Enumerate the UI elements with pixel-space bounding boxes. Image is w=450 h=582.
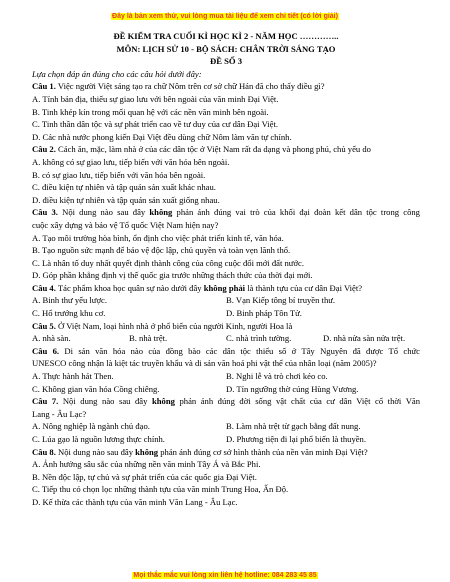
q1-option-a: A. Tính bản địa, thiếu sự giao lưu với bên ngoài của văn minh Đại Việt. bbox=[32, 93, 279, 104]
q1-option-b: B. Tinh khép kín trong mối quan hệ với các nền văn minh bên ngoài. bbox=[32, 106, 269, 117]
question-text: phản ánh đúng đời sống vật chất của cư dân Việt cổ thời Văn bbox=[179, 396, 420, 407]
question-3 bbox=[32, 206, 420, 219]
q4-options-row-1 bbox=[32, 294, 420, 307]
question-label: Câu 3. bbox=[32, 207, 58, 218]
question-8 bbox=[32, 446, 420, 459]
question-text: phản ánh đúng cơ sở hình thành của nền văn minh Đại Việt? bbox=[160, 446, 368, 457]
question-6-continued: UNESCO công nhận là kiệt tác truyền khẩu và di sản văn hoá phi vật thể của nhân loại (năm 2005)? bbox=[32, 358, 377, 369]
question-7 bbox=[32, 395, 420, 408]
question-5 bbox=[32, 320, 420, 333]
question-label: Câu 1. bbox=[32, 81, 56, 92]
question-4 bbox=[32, 282, 420, 295]
q7-option-a: A. Nông nghiệp là ngành chủ đạo. bbox=[32, 421, 150, 432]
q2-option-c: C. điều kiện tự nhiên và tập quán sản xuất khác nhau. bbox=[32, 182, 216, 193]
q6-option-d: D. Tín ngưỡng thờ cúng Hùng Vương. bbox=[226, 383, 359, 394]
question-label: Câu 5. bbox=[32, 320, 56, 331]
preview-notice-banner bbox=[0, 13, 450, 20]
question-text: Ở Việt Nam, loại hình nhà ở phổ biến của người Kinh, người Hoa là bbox=[58, 320, 293, 331]
question-text: Cách ăn, mặc, làm nhà ở của các dân tộc ở Việt Nam rất đa dạng và phong phú, chủ yếu do bbox=[58, 144, 371, 155]
question-label: Câu 2. bbox=[32, 144, 56, 155]
q6-option-a: A. Thực hành hát Then. bbox=[32, 371, 114, 382]
question-label: Câu 4. bbox=[32, 282, 56, 293]
q4-option-d: D. Binh pháp Tôn Tử. bbox=[226, 308, 302, 319]
q7-option-d: D. Phương tiện đi lại phổ biến là thuyền. bbox=[226, 434, 367, 444]
q5-option-c: C. nhà trình tường. bbox=[226, 333, 292, 344]
q1-option-d: D. Các nhà nước phong kiến Đại Việt đều dùng chữ Nôm làm văn tự chính. bbox=[32, 131, 292, 142]
question-2 bbox=[32, 143, 420, 156]
question-3-continued: cuộc xây dựng và bảo vệ Tổ quốc Việt Nam hiện nay? bbox=[32, 219, 219, 230]
q3-option-a: A. Tạo môi trường hòa bình, ổn định cho việc phát triển kinh tế, văn hóa. bbox=[32, 232, 284, 243]
q8-option-d: D. Kế thừa các thành tựu của văn minh Văn Lang - Âu Lạc. bbox=[32, 496, 238, 507]
q4-options-row-2 bbox=[32, 307, 420, 320]
question-6 bbox=[32, 345, 420, 358]
exam-content bbox=[32, 28, 420, 509]
q3-option-c: C. Là nhân tố duy nhất quyết định thành công của công cuộc đổi mới đất nước. bbox=[32, 257, 304, 268]
q2-option-a: A. không có sự giao lưu, tiếp biến với văn hóa bên ngoài. bbox=[32, 156, 230, 167]
question-7-continued: Lang - Âu Lạc? bbox=[32, 408, 87, 419]
hotline-text: Mọi thắc mắc vui lòng xin liên hệ hotline: 084 283 45 85 bbox=[133, 572, 317, 579]
question-keyword: không bbox=[151, 396, 175, 407]
q4-option-b: B. Vạn Kiếp tông bí truyền thư. bbox=[226, 295, 336, 306]
question-label: Câu 6. bbox=[32, 345, 60, 356]
question-keyword: không bbox=[135, 446, 159, 457]
q6-option-c: C. Không gian văn hóa Cồng chiêng. bbox=[32, 383, 160, 394]
q7-option-b: B. Làm nhà trệt từ gạch bằng đất nung. bbox=[226, 421, 361, 432]
q6-option-b: B. Nghi lễ và trò chơi kéo co. bbox=[226, 371, 328, 382]
question-text: phản ánh đúng vai trò của khối đại đoàn kết dân tộc trong công bbox=[176, 207, 420, 218]
q3-option-b: B. Tạo nguồn sức mạnh để bảo vệ độc lập, chủ quyền và toàn vẹn lãnh thổ. bbox=[32, 245, 291, 256]
q6-options-row-2 bbox=[32, 383, 420, 396]
q3-option-d: D. Góp phần khẳng định vị thế quốc gia trước những thách thức của thời đại mới. bbox=[32, 270, 313, 281]
q6-options-row-1 bbox=[32, 370, 420, 383]
q8-option-a: A. Ảnh hưởng sâu sắc của những nền văn minh Tây Á và Bắc Phi. bbox=[32, 459, 261, 470]
question-text: Tác phẩm khoa học quân sự nào dưới đây bbox=[57, 282, 202, 293]
q1-option-c: C. Tinh thần dân tộc và sự phát triển cao về tư duy của cư dân Đại Việt. bbox=[32, 119, 278, 130]
q5-options-row bbox=[32, 332, 420, 345]
q7-options-row-1 bbox=[32, 420, 420, 433]
hotline-banner bbox=[0, 572, 450, 579]
exam-subject: MÔN: LỊCH SỬ 10 - BỘ SÁCH: CHÂN TRỜI SÁNG TẠO bbox=[116, 43, 336, 54]
q7-option-c: C. Lúa gạo là nguồn lương thực chính. bbox=[32, 434, 165, 444]
q4-option-c: C. Hổ trướng khu cơ. bbox=[32, 308, 106, 319]
exam-number: ĐỀ SỐ 3 bbox=[210, 56, 242, 67]
question-text: là thành tựu của cư dân Đại Việt? bbox=[247, 282, 363, 293]
q4-option-a: A. Binh thư yếu lược. bbox=[32, 295, 107, 306]
question-text: Nội dung nào sau đây bbox=[58, 446, 133, 457]
q5-option-d: D. nhà nửa sàn nửa trệt. bbox=[323, 333, 406, 344]
q8-option-b: B. Nền độc lập, tự chủ và sự phát triển của các quốc gia Đại Việt. bbox=[32, 471, 257, 482]
question-keyword: không bbox=[149, 207, 173, 218]
question-text: Nội dung nào sau đây bbox=[62, 396, 148, 407]
question-label: Câu 7. bbox=[32, 396, 59, 407]
question-1 bbox=[32, 80, 420, 93]
instruction: Lựa chọn đáp án đúng cho các câu hỏi dưới đây: bbox=[32, 68, 202, 79]
question-text: Việc người Việt sáng tạo ra chữ Nôm trên cơ sở chữ Hán đã cho thấy điều gì? bbox=[57, 81, 325, 92]
q2-option-b: B. có sự giao lưu, tiếp biến với văn hóa bên ngoài. bbox=[32, 169, 206, 180]
q8-option-c: C. Tiếp thu có chọn lọc những thành tựu của văn minh Trung Hoa, Ấn Độ. bbox=[32, 484, 289, 495]
question-keyword: không phải bbox=[203, 282, 246, 293]
q5-option-a: A. nhà sàn. bbox=[32, 333, 71, 344]
question-text: Di sản văn hóa nào của đồng bào các dân tộc thiểu số ở Tây Nguyên đã được Tổ chức bbox=[64, 345, 420, 356]
q5-option-b: B. nhà trệt. bbox=[129, 333, 168, 344]
q7-options-row-2 bbox=[32, 433, 420, 446]
question-text: Nội dung nào sau đây bbox=[62, 207, 146, 218]
preview-notice-text: Đây là bản xem thử, vui lòng mua tài liệu để xem chi tiết (có lời giải) bbox=[112, 13, 338, 20]
q2-option-d: D. điều kiện tự nhiên và tập quán sản xuất giống nhau. bbox=[32, 194, 220, 205]
question-label: Câu 8. bbox=[32, 446, 56, 457]
exam-title: ĐỀ KIỂM TRA CUỐI KÌ HỌC KÌ 2 - NĂM HỌC ………….. bbox=[113, 31, 339, 41]
